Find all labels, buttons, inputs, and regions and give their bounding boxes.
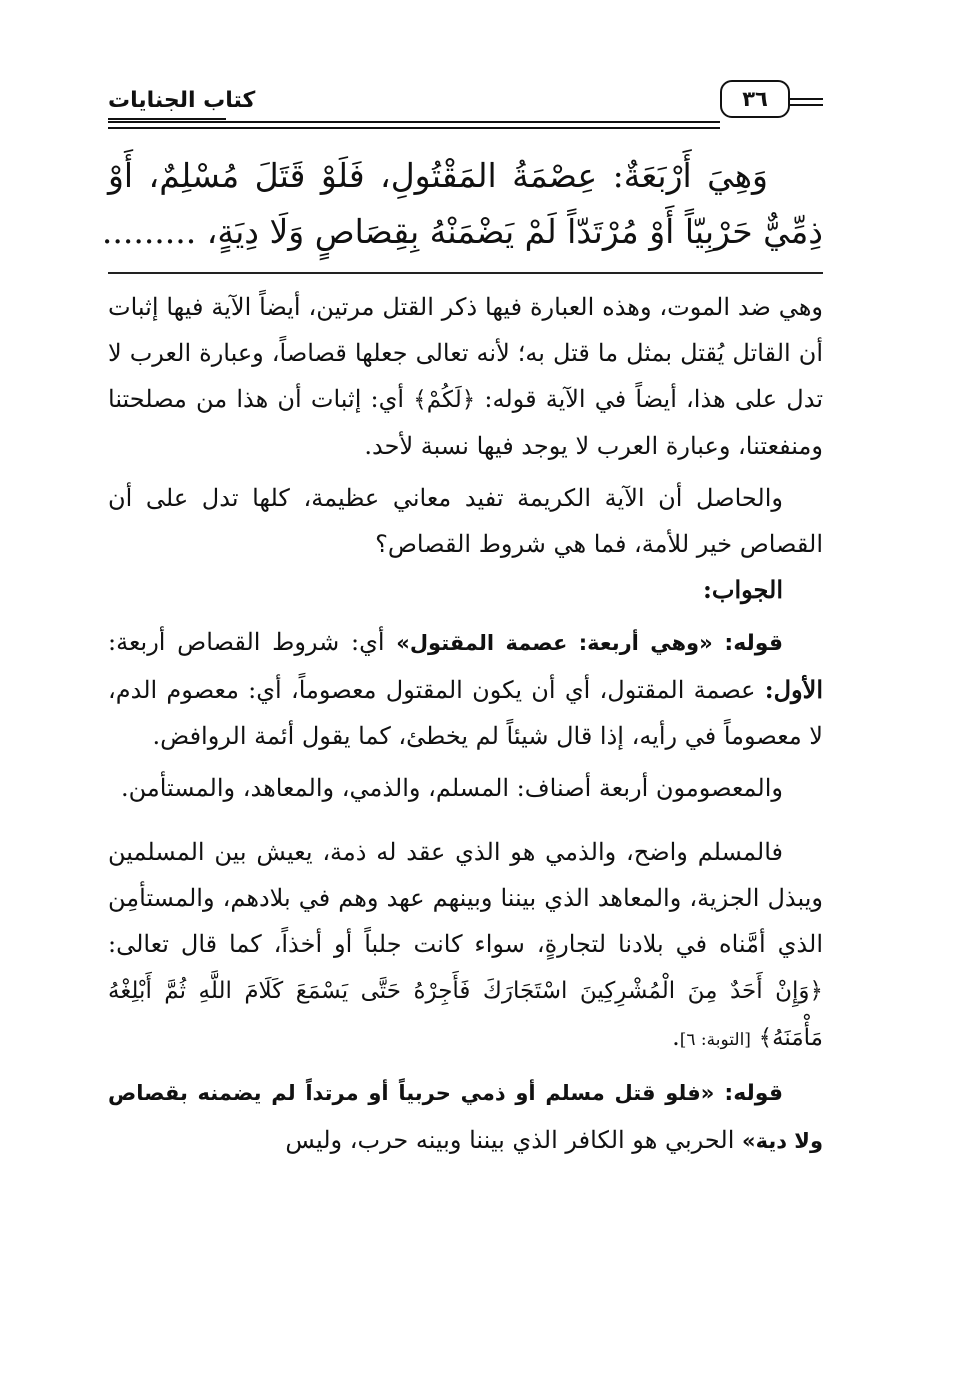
answer-heading-text: الجواب: (703, 575, 783, 604)
paragraph-text: وهي ضد الموت، وهذه العبارة فيها ذكر القتل مرتين، أيضاً الآية فيها إثبات أن القاتل يُقتل بمثل ما قتل به؛ لأنه تعالى جعلها قصاصاً، وعبارة العرب لا تدل على هذا، أيضاً في الآية قوله: (108, 293, 824, 413)
quran-quote: ﴿وَإِنْ أَحَدٌ مِنَ الْمُشْرِكِينَ اسْتَجَارَكَ فَأَجِرْهُ حَتَّى يَسْمَعَ كَلَامَ اللَّهِ ثُمَّ أَبْلِغْهُ مَأْمَنَهُ﴾ (108, 978, 823, 1051)
paragraph-text: والمعصومون أربعة أصناف: المسلم، والذمي، والمعاهد، والمستأمن. (120, 774, 783, 802)
quran-reference: [التوبة: ٦] (679, 1030, 751, 1050)
page-number (720, 80, 790, 118)
quran-quote: ﴿لَكُمْ﴾ (413, 387, 476, 413)
paragraph (108, 1069, 823, 1164)
running-header (108, 78, 823, 134)
matn-line: ذِمِّيٌّ حَرْبِيّاً أَوْ مُرْتَدّاً لَمْ يَضْمَنْهُ بِقِصَاصٍ وَلَا دِيَةٍ، ......... (101, 212, 823, 251)
paragraph (108, 829, 823, 1063)
header-rule (790, 104, 823, 106)
header-rule (108, 121, 720, 123)
paragraph-text: والحاصل أن الآية الكريمة تفيد معاني عظيمة، كلها تدل على أن القصاص خير للأمة، فما هي شروط القصاص؟ (108, 484, 823, 558)
paragraph (108, 475, 823, 567)
matn-quote: «فلو قتل مسلم أو ذمي حربياً أو مرتداً لم يضمنه بقصاص ولا دية» (108, 1081, 823, 1153)
paragraph (108, 765, 823, 811)
paragraph-text: أي: شروط القصاص أربعة: (108, 628, 385, 656)
page-number-text: ٣٦ (742, 87, 768, 111)
matn-text (101, 148, 823, 260)
lead-word: قوله: (724, 631, 784, 656)
title-underline (108, 118, 226, 120)
header-rule (790, 98, 823, 100)
paragraph (108, 619, 823, 759)
lead-word: قوله: (724, 1081, 783, 1106)
answer-heading (108, 567, 823, 613)
book-title: كتاب الجنايات (108, 88, 256, 113)
paragraph-text: الحربي هو الكافر الذي بيننا وبينه حرب، وليس (285, 1126, 735, 1154)
first-condition-label: الأول: (764, 675, 823, 704)
matn-divider (108, 272, 823, 274)
commentary (108, 284, 823, 1164)
paragraph-text: عصمة المقتول، أي أن يكون المقتول معصوماً، أي: معصوم الدم، لا معصوماً في رأيه، إذا قال شيئاً لم يخطئ، كما يقول أئمة الروافض. (108, 676, 823, 750)
matn-quote: «وهي أربعة: عصمة المقتول» (396, 631, 713, 655)
paragraph-text: أي: إثبات أن هذا من مصلحتنا ومنفعتنا، وعبارة العرب لا يوجد فيها نسبة لأحد. (108, 385, 823, 460)
matn-line: وَهِيَ أَرْبَعَةٌ: عِصْمَةُ المَقْتُولِ، فَلَوْ قَتَلَ مُسْلِمٌ، أَوْ (108, 156, 768, 195)
paragraph-end: . (672, 1023, 680, 1051)
paragraph-text: فالمسلم واضح، والذمي هو الذي عقد له ذمة، يعيش بين المسلمين ويبذل الجزية، والمعاهد الذي بيننا وبينهم عهد وهم في بلادهم، والمستأمِن الذي أمَّناه في بلادنا لتجارةٍ، سواء كانت جلباً أو أخذاً، كما قال تعالى: (108, 838, 824, 958)
paragraph (108, 284, 823, 469)
header-rule (108, 127, 720, 129)
